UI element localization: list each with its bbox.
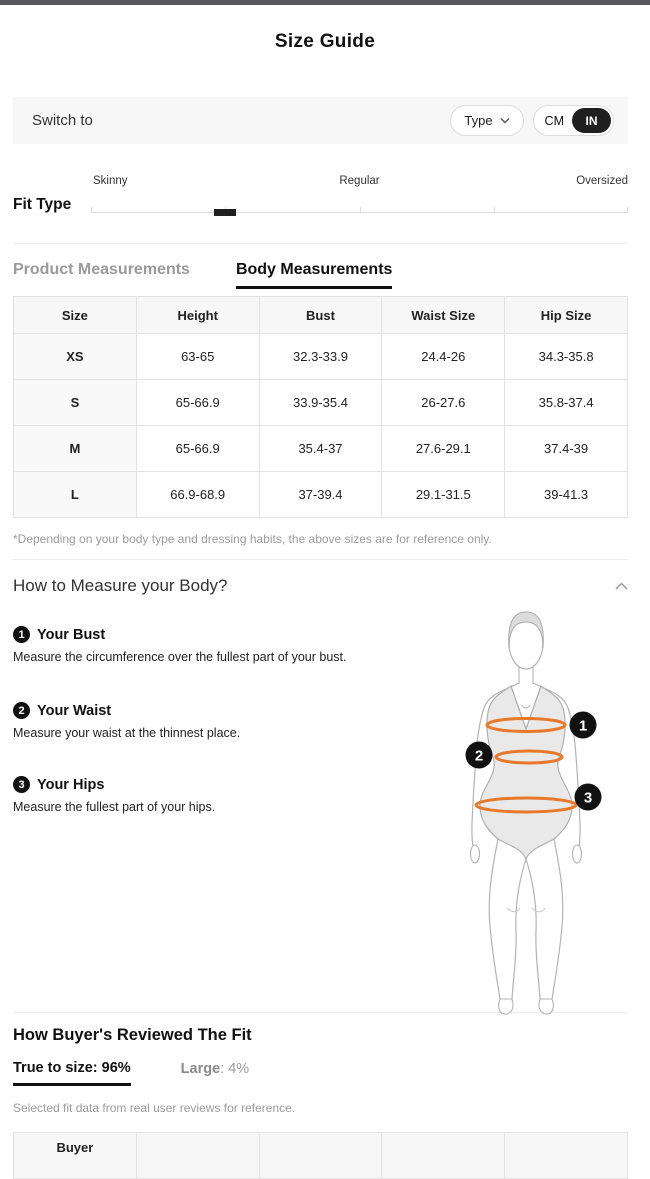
slider-track[interactable]	[91, 212, 628, 213]
measure-item-desc: Measure the circumference over the fullest part of your bust.	[13, 650, 347, 664]
cell-hip: 39-41.3	[505, 472, 628, 518]
cell-bust: 35.4-37	[259, 426, 382, 472]
col-header	[382, 1133, 505, 1179]
col-header-buyer: Buyer	[14, 1133, 137, 1179]
cell-height: 66.9-68.9	[136, 472, 259, 518]
svg-text:2: 2	[474, 747, 484, 765]
cell-waist: 26-27.6	[382, 380, 505, 426]
stat-large[interactable]	[181, 1060, 250, 1077]
unit-option-cm[interactable]: CM	[544, 113, 564, 128]
col-header-size: Size	[14, 297, 137, 334]
measure-item-hips	[13, 776, 425, 815]
measure-item-desc: Measure the fullest part of your hips.	[13, 800, 216, 814]
slider-tick	[627, 207, 628, 213]
body-figure-svg	[427, 596, 642, 1016]
tab-body-measurements[interactable]: Body Measurements	[236, 261, 393, 289]
cell-hip: 35.8-37.4	[505, 380, 628, 426]
stat-large-label: Large	[180, 1061, 221, 1077]
fit-review-title: How Buyer's Reviewed The Fit	[13, 1026, 252, 1044]
fit-type-label: Fit Type	[13, 196, 72, 213]
measure-item-title: Your Hips	[37, 776, 105, 793]
stat-true-to-size[interactable]	[13, 1060, 131, 1086]
cell-size: L	[14, 472, 137, 518]
table-row	[14, 426, 628, 472]
figure-badge-3	[575, 784, 602, 811]
cell-size: XS	[14, 334, 137, 380]
table-row	[14, 334, 628, 380]
figure-badge-2	[466, 742, 493, 769]
cell-height: 63-65	[136, 334, 259, 380]
measure-item-bust	[13, 626, 425, 665]
col-header-height: Height	[136, 297, 259, 334]
chevron-down-icon	[500, 117, 510, 124]
measure-item-waist	[13, 702, 425, 741]
size-table-footnote: *Depending on your body type and dressing habits, the above sizes are for reference only.	[13, 532, 492, 546]
window-chrome-bar	[0, 0, 650, 5]
cell-waist: 27.6-29.1	[382, 426, 505, 472]
unit-toggle	[533, 105, 614, 136]
cell-size: S	[14, 380, 137, 426]
stat-true-to-size-label: True to size:	[13, 1060, 98, 1076]
cell-size: M	[14, 426, 137, 472]
cell-hip: 34.3-35.8	[505, 334, 628, 380]
measure-item-title: Your Bust	[37, 626, 106, 643]
buyer-review-table	[13, 1132, 628, 1179]
fit-review-note: Selected fit data from real user reviews for reference.	[13, 1101, 296, 1115]
col-header-waist: Waist Size	[382, 297, 505, 334]
divider	[13, 243, 628, 244]
table-row	[14, 472, 628, 518]
switch-to-label: Switch to	[32, 112, 93, 129]
unit-option-in[interactable]: IN	[572, 108, 611, 133]
size-table-header-row	[14, 297, 628, 334]
slider-handle[interactable]	[214, 209, 236, 216]
number-badge: 3	[13, 776, 30, 793]
slider-tick	[494, 207, 495, 213]
body-measurement-illustration	[427, 596, 642, 1016]
fit-option-regular: Regular	[339, 175, 380, 187]
number-badge: 1	[13, 626, 30, 643]
cell-height: 65-66.9	[136, 380, 259, 426]
buyer-table-header-row	[14, 1133, 628, 1179]
cell-bust: 33.9-35.4	[259, 380, 382, 426]
measure-item-desc: Measure your waist at the thinnest place.	[13, 726, 241, 740]
col-header	[505, 1133, 628, 1179]
tab-product-measurements[interactable]: Product Measurements	[13, 261, 190, 278]
how-to-measure-title: How to Measure your Body?	[13, 576, 228, 595]
fit-option-oversized: Oversized	[576, 175, 628, 187]
stat-true-to-size-value: 96%	[101, 1060, 131, 1076]
svg-text:1: 1	[578, 717, 588, 735]
slider-tick	[91, 207, 92, 213]
cell-height: 65-66.9	[136, 426, 259, 472]
cell-bust: 32.3-33.9	[259, 334, 382, 380]
table-row	[14, 380, 628, 426]
col-header-bust: Bust	[259, 297, 382, 334]
fit-type-slider[interactable]	[91, 175, 628, 221]
cell-bust: 37-39.4	[259, 472, 382, 518]
how-to-measure-section	[13, 560, 628, 1012]
svg-text:3: 3	[583, 789, 593, 807]
col-header-hip: Hip Size	[505, 297, 628, 334]
measure-item-title: Your Waist	[37, 702, 112, 719]
measurement-tabs	[13, 261, 628, 289]
type-dropdown-button[interactable]	[450, 105, 523, 136]
size-table	[13, 296, 628, 518]
cell-waist: 24.4-26	[382, 334, 505, 380]
fit-type-row	[13, 175, 628, 221]
cell-hip: 37.4-39	[505, 426, 628, 472]
cell-waist: 29.1-31.5	[382, 472, 505, 518]
slider-tick	[360, 207, 361, 213]
fit-review-stats	[13, 1060, 628, 1086]
number-badge: 2	[13, 702, 30, 719]
col-header	[259, 1133, 382, 1179]
figure-badge-1	[570, 712, 597, 739]
col-header	[136, 1133, 259, 1179]
chevron-up-icon[interactable]	[615, 577, 628, 595]
type-dropdown-label: Type	[464, 113, 493, 128]
fit-option-skinny: Skinny	[93, 175, 128, 187]
stat-large-value: : 4%	[220, 1061, 250, 1077]
how-to-measure-header[interactable]	[13, 576, 628, 596]
switch-to-bar	[13, 97, 628, 144]
page-title: Size Guide	[274, 31, 376, 52]
